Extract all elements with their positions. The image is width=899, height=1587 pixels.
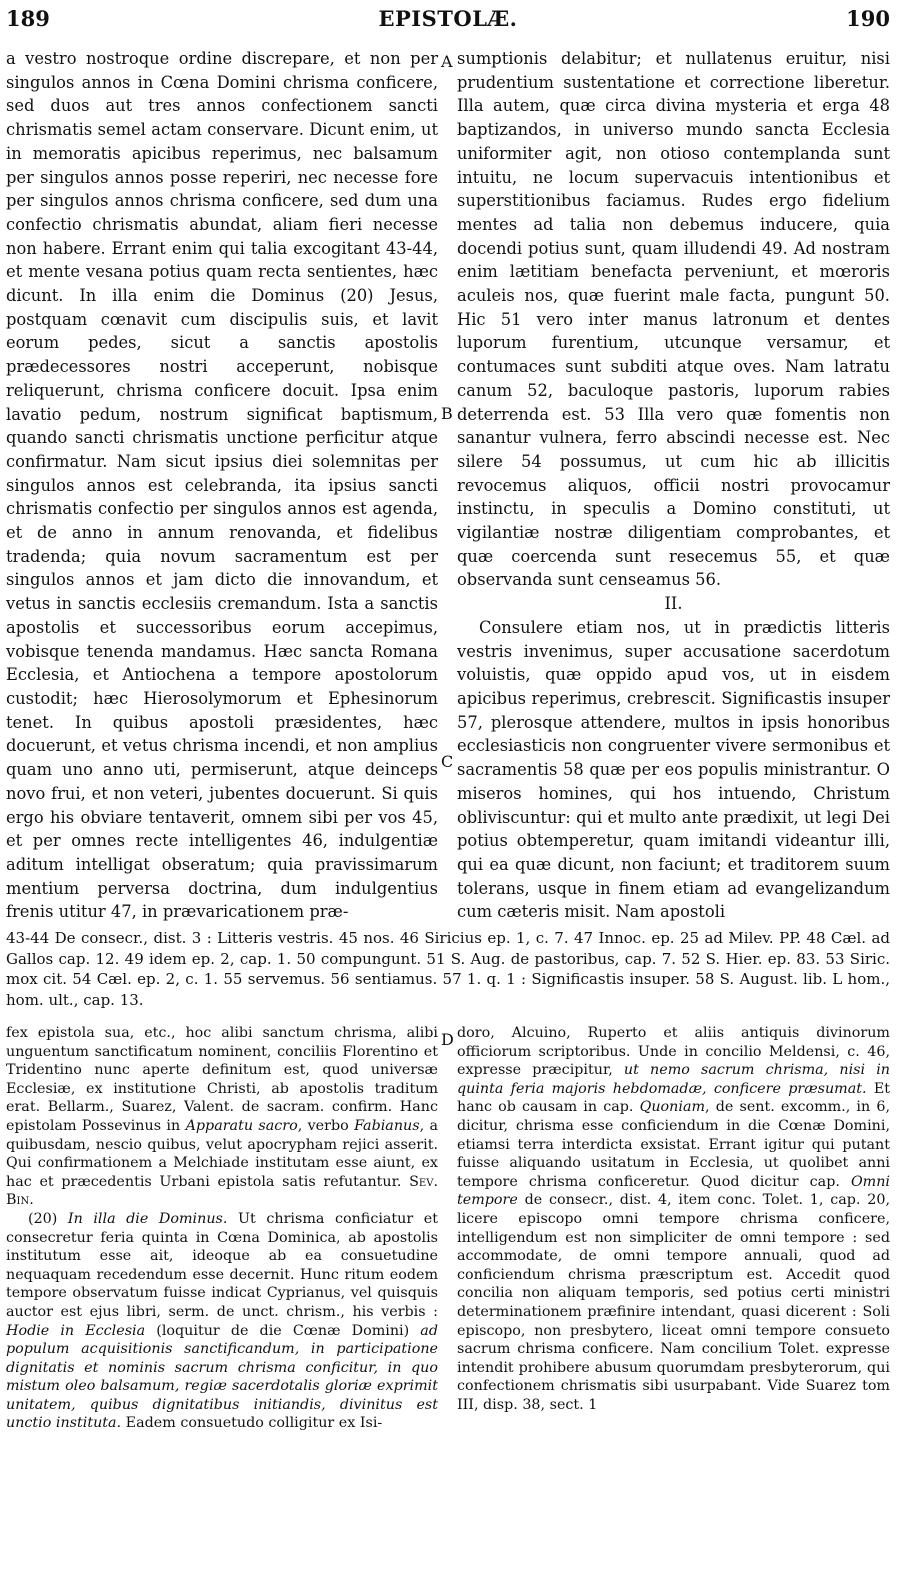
body-column-left [6,47,438,924]
commentary-text: , verbo [297,1117,355,1134]
reference-notes-text: 43-44 De consecr., dist. 3 : Litteris vestris. 45 nos. 46 Siricius ep. 1, c. 7. 47 Innoc. ep. 25 ad Milev. PP. 48 Cæl. ad Gallos cap. 12. 49 idem ep. 2, cap. 1. 50 compungunt. 51 S. Aug. de pastoribus, cap. 7. 52 S. Hier. ep. 83. 53 Siric. mox cit. 54 Cæl. ep. 2, c. 1. 55 servemus. 56 sentiamus. 57 1. q. 1 : Significastis insuper. 58 S. August. lib. L hom., hom. ult., cap. 13. [6,929,890,1009]
commentary-paragraph [6,1210,438,1433]
commentary-quote: Omni tempore [457,1173,890,1209]
commentary-text: (loquitur de die Cœnæ Domini) [145,1322,421,1339]
commentary-text: Eadem consuetudo colligitur ex Isi- [121,1415,383,1432]
commentary-text: Et hanc ob causam in cap. [457,1080,890,1116]
margin-letter-c: C [441,752,454,771]
body-column-right [457,47,890,924]
page-number-left: 189 [6,6,50,31]
commentary-text: , a quibusdam, nescio quibus, velut apocrypham rejici asserit. Qui confirmationem a Melchiade institutam esse aiunt, ex hac et præcedentis Urbani epistola satis refutantur. [6,1117,438,1190]
margin-letter-b: B [441,404,453,423]
commentary-italic: Apparatu sacro [185,1117,298,1134]
note-lemma: In illa die Dominus. [67,1210,228,1227]
commentary-italic: Fabianus [354,1117,420,1134]
commentary-text: fex epistola sua, etc., hoc alibi sanctum chrisma, alibi unguentum sanctificatum nominent, conciliis Florentino et Tridentino nunc aperte definitum est, quod universæ Ecclesiæ, ex institutione Christi, ab apostolis traditum erat. Bellarm., Suarez, Valent. de sacram. confirm. Hanc epistolam Possevinus in [6,1025,438,1134]
commentary-text: de consecr., dist. 4, item conc. Tolet. 1, cap. 20, licere episcopo omni tempore chrisma conficere, intelligendum est non simpliciter de omni tempore : sed accommodate, de omni tempore annuali, quod ad conficiendum chrisma præscriptum est. Accedit quod concilia non aliquam temporis, sed potius certi ministri determinationem præfinire intendant, quasi dicerent : Soli episcopo, non presbytero, liceat omni tempore consueto sacrum chrisma conficere. Nam concilium Tolet. expresse intendit prohibere abusum quorumdam presbyterorum, qui confectionem chrismatis sibi usurpabant. Vide Suarez tom III, disp. 38, sect. 1 [457,1192,890,1413]
commentary-signature: Sev. Bin. [6,1173,438,1209]
running-title: EPISTOLÆ. [378,6,518,31]
running-header [6,6,890,36]
margin-letter-a: A [441,52,453,71]
note-number: (20) [28,1210,68,1227]
commentary-text: , de sent. excomm., in 6, dicitur, chrisma esse conficiendum in die Cœnæ Domini, etiamsi terra interdicta exsistat. Errant igitur qui putant fuisse aliquando usitatum in Ecclesia, ut quolibet anni tempore chrisma conficeretur. Quod dicitur cap. [457,1099,890,1190]
commentary-quote: Hodie in Ecclesia [6,1322,146,1339]
commentary-paragraph [457,1024,890,1414]
commentary-paragraph [6,1024,438,1210]
reference-notes [6,928,890,1010]
body-paragraph: a vestro nostroque ordine discrepare, et non per singulos annos in Cœna Domini chrisma conficere, sed duos aut tres annos confectionem sancti chrismatis semel actam conservare. Dicunt enim, ut in memoratis apicibus reperimus, nec balsamum per singulos annos posse reperiri, nec necesse fore per singulos annos chrisma conficere, sed dum una confectio chrismatis abundat, aliam fieri necesse non habere. Errant enim qui talia excogitant 43-44, et mente vesana potius quam recta sentientes, hæc dicunt. In illa enim die Dominus (20) Jesus, postquam cœnavit cum discipulis suis, et lavit eorum pedes, sicut a sanctis apostolis prædecessores nostri acceperunt, nobisque reliquerunt, chrisma conficere docuit. Ipsa enim lavatio pedum, nostrum significat baptismum, quando sancti chrismatis unctione perficitur atque confirmatur. Nam sicut ipsius diei solemnitas per singulos annos est celebranda, ita ipsius sancti chrismatis confectio per singulos annos est agenda, et de anno in annum renovanda, et fidelibus tradenda; quia novum sacramentum est per singulos annos et jam dicto die innovandum, et vetus in sanctis ecclesiis cremandum. Ista a sanctis apostolis et successoribus eorum accepimus, vobisque tenenda mandamus. Hæc sancta Romana Ecclesia, et Antiochena a tempore apostolorum custodit; hæc Hierosolymorum et Ephesinorum tenet. In quibus apostoli præsidentes, hæc docuerunt, et vetus chrisma incendi, et non amplius quam uno anno uti, permiserunt, atque deinceps novo frui, et non veteri, jubentes docuerunt. Si quis ergo his obviare tentaverit, omnem sibi per vos 45, et per omnes recte intelligentes 46, indulgentiæ aditum intelligat obseratum; quia pravissimarum mentium perversa doctrina, dum indulgentius frenis utitur 47, in prævaricationem præ- [6,49,438,922]
commentary-text: Ut chrisma conficiatur et consecretur feria quinta in Cœna Dominica, ab apostolis institutum esse ait, ideoque ab ea consuetudine nequaquam recedendum esse decernit. Hunc ritum eodem tempore observatum fuisse indicat Cyprianus, vel quisquis auctor est ejus libri, serm. de unct. chrism., his verbis : [6,1210,438,1320]
section-heading: II. [664,594,683,614]
body-paragraph: sumptionis delabitur; et nullatenus eruitur, nisi prudentium sustentatione et correctione liberetur. Illa autem, quæ circa divina mysteria et erga 48 baptizandos, in universo mundo sancta Ecclesia uniformiter agit, non otioso contemplanda sunt intuitu, ne locum supervacuis intentionibus et superstitionibus faciamus. Rudes ergo fidelium mentes ad talia non debemus inducere, quia docendi potius sunt, quam illudendi 49. Ad nostram enim lætitiam benefacta perveniunt, et mœroris aculeis nos, quæ fuerint male facta, pungunt 50. Hic 51 vero inter manus latronum et dentes luporum furentium, utcunque versamur, et contumaces sunt subditi atque oves. Nam latratu canum 52, baculoque pastoris, luporum rabies deterrenda est. 53 Illa vero quæ fomentis non sanantur vulnera, ferro abscindi necesse est. Nec silere 54 possumus, ut cum hic ab illicitis revocemus aliquos, officii nostri provocamur instinctu, in speculis a Domino constituti, ut vigilantiæ nostræ diligentiam comprobantes, et quæ coercenda sunt resecemus 55, et quæ observanda sunt censeamus 56. [457,49,890,590]
commentary-column-left [6,1024,438,1433]
page-number-right: 190 [846,6,890,31]
commentary-quote: ut nemo sacrum chrisma, nisi in quinta feria majoris hebdomadæ, conficere præsumat. [457,1062,891,1097]
body-paragraph: Consulere etiam nos, ut in prædictis litteris vestris invenimus, super accusatione sacerdotum voluistis, quæ oppido apud vos, ut in eisdem apicibus reperimus, crebrescit. Significastis insuper 57, plerosque attendere, multos in ipsis honoribus ecclesiasticis non congruenter vivere sermonibus et sacramentis 58 quæ per eos populis ministrantur. O miseros homines, qui hos intuendo, Christum obliviscuntur: qui et multo ante prædixit, ut legi Dei potius obtemperetur, quam imitandi videantur illi, qui ea quæ dicunt, non faciunt; et traditorem suum tolerans, usque in finem etiam ad evangelizandum cum cæteris misit. Nam apostoli [457,617,890,922]
commentary-quote: ad populum acquisitionis sanctificandum, in participatione dignitatis et nominis sacrum chrisma conficitur, in quo mistum oleo balsamum, regiæ sacerdotalis gloriæ exprimit unitatem, quibus dignitatibus initiandis, divinitus est unctio instituta. [6,1322,438,1432]
commentary-quote: Quoniam [639,1099,706,1116]
commentary-column-right [457,1024,890,1414]
margin-letter-d: D [441,1030,454,1049]
commentary-text: doro, Alcuino, Ruperto et aliis antiquis divinorum officiorum scriptoribus. Unde in concilio Meldensi, c. 46, expresse præcipitur, [457,1025,890,1079]
